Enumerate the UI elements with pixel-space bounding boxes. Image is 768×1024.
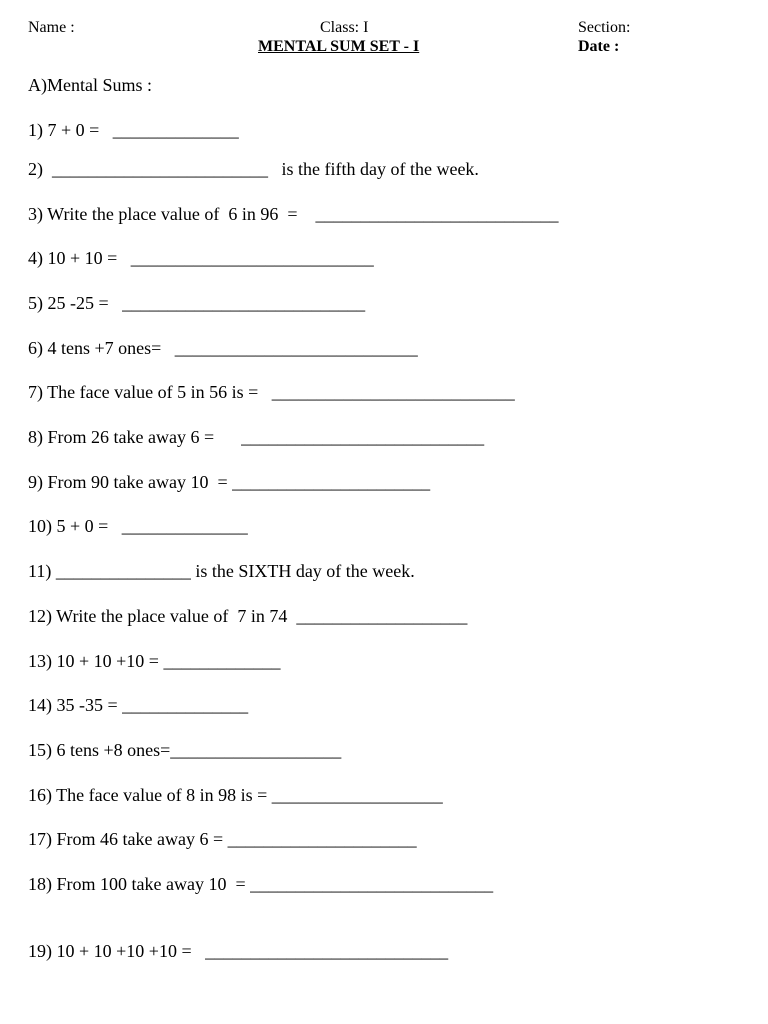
question-13: 13) 10 + 10 +10 = _____________: [28, 651, 281, 671]
question-6: 6) 4 tens +7 ones= ___________________________: [28, 338, 418, 358]
question-8: 8) From 26 take away 6 = ___________________________: [28, 427, 485, 447]
question-15: 15) 6 tens +8 ones=___________________: [28, 740, 342, 760]
question-10: 10) 5 + 0 = ______________: [28, 516, 248, 536]
date-label: Date :: [578, 38, 620, 55]
class-label: Class: I: [320, 19, 369, 36]
question-1: 1) 7 + 0 = ______________: [28, 120, 239, 140]
question-17: 17) From 46 take away 6 = _____________________: [28, 829, 417, 849]
section-label: Section:: [578, 19, 631, 36]
section-heading: A)Mental Sums :: [28, 75, 152, 95]
worksheet-title: MENTAL SUM SET - I: [258, 38, 420, 55]
question-19: 19) 10 + 10 +10 +10 = ___________________________: [28, 941, 449, 961]
question-16: 16) The face value of 8 in 98 is = ___________________: [28, 785, 443, 805]
question-2: 2) ________________________ is the fifth day of the week.: [28, 159, 479, 179]
question-14: 14) 35 -35 = ______________: [28, 695, 249, 715]
question-5: 5) 25 -25 = ___________________________: [28, 293, 366, 313]
question-9: 9) From 90 take away 10 = ______________________: [28, 472, 431, 492]
question-3: 3) Write the place value of 6 in 96 = ___________________________: [28, 204, 559, 224]
question-4: 4) 10 + 10 = ___________________________: [28, 248, 374, 268]
question-11: 11) _______________ is the SIXTH day of the week.: [28, 561, 415, 581]
question-12: 12) Write the place value of 7 in 74 ___________________: [28, 606, 468, 626]
question-7: 7) The face value of 5 in 56 is = ___________________________: [28, 382, 515, 402]
question-18: 18) From 100 take away 10 = ___________________________: [28, 874, 494, 894]
name-label: Name :: [28, 19, 75, 36]
